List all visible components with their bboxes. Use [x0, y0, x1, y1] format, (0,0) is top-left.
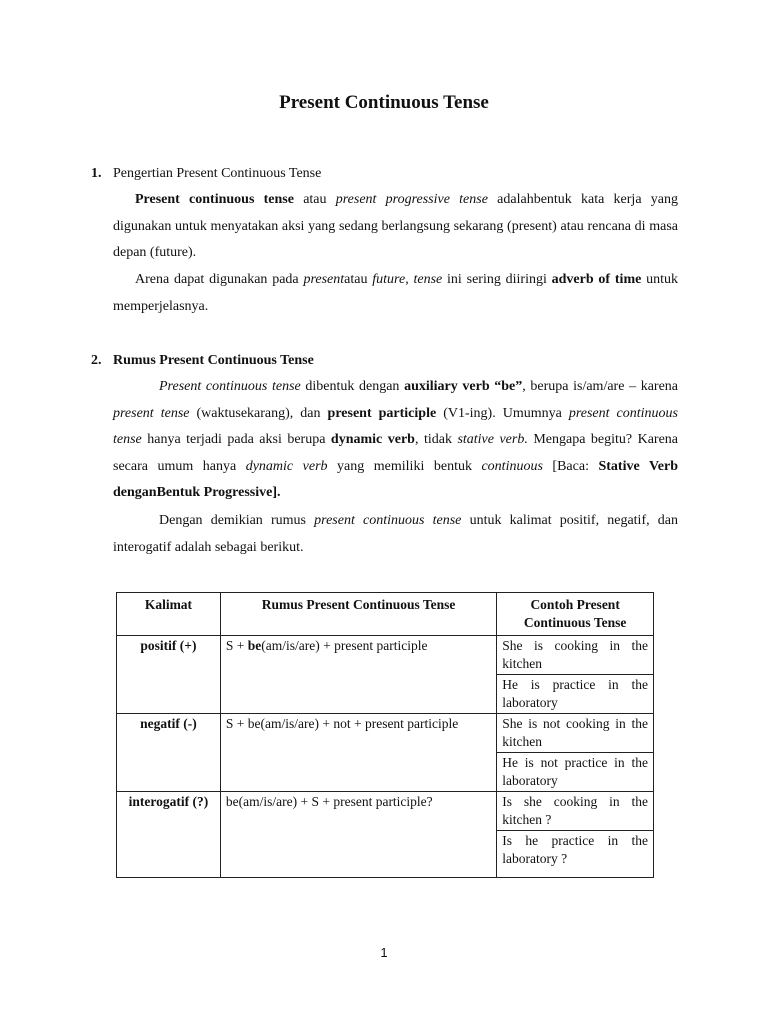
italic-term: present: [303, 272, 345, 287]
contoh-cell: He is practice in the laboratory: [497, 675, 654, 714]
contoh-cell: Is she cooking in the kitchen ?: [497, 792, 654, 831]
table-row: [117, 792, 654, 831]
text-run: ini sering diiringi: [442, 272, 552, 287]
table-row: [117, 714, 654, 753]
text-run: yang memiliki bentuk: [327, 458, 482, 474]
italic-term: dynamic verb: [245, 458, 328, 474]
italic-term: present tense: [113, 405, 190, 421]
contoh-cell: Is he practice in the laboratory ?: [497, 831, 654, 878]
section-1-paragraph-1: [113, 187, 678, 267]
italic-term: stative verb.: [457, 432, 528, 447]
kalimat-cell: interogatif (?): [117, 792, 221, 878]
rumus-cell: [220, 714, 496, 792]
section-1-heading: [91, 166, 321, 182]
header-kalimat: Kalimat: [117, 593, 221, 636]
text-run: , tidak: [414, 432, 458, 447]
text-run: (waktusekarang), dan: [189, 405, 328, 421]
section-2-title: Rumus Present Continuous Tense: [113, 353, 314, 368]
kalimat-cell: positif (+): [117, 636, 221, 714]
kalimat-cell: negatif (-): [117, 714, 221, 792]
text-run: (am/is/are) + present participle: [261, 638, 428, 653]
text-run: Dengan demikian rumus: [159, 513, 315, 528]
page-title: Present Continuous Tense: [279, 92, 489, 113]
header-contoh: Contoh Present Continuous Tense: [497, 593, 654, 636]
table-header-row: [117, 593, 654, 636]
text-run: Mengapa begitu? Karena secara umum hanya: [113, 432, 679, 474]
italic-term: present continuous tense: [314, 513, 462, 528]
text-run: Arena dapat digunakan pada: [135, 272, 304, 287]
contoh-cell: She is not cooking in the kitchen: [497, 714, 654, 753]
section-2-heading: [91, 353, 314, 369]
text-run: untuk kalimat positif, negatif, dan interogatif adalah sebagai berikut.: [113, 513, 678, 555]
bold-term: be: [247, 638, 262, 653]
section-1-title: Pengertian Present Continuous Tense: [113, 166, 322, 181]
italic-term: future: [372, 272, 406, 287]
bold-term: Stative Verb denganBentuk Progressive].: [113, 458, 678, 500]
text-run: dibentuk dengan: [300, 379, 405, 394]
text-run: adalahbentuk kata kerja yang digunakan untuk menyatakan aksi yang sedang berlangsung sekarang (present) atau rencana di masa depan (future).: [113, 192, 678, 260]
section-1-number: 1.: [91, 166, 102, 181]
bold-term: dynamic verb: [330, 432, 415, 447]
bold-term: auxiliary verb “be”: [404, 379, 523, 394]
text-run: S + be(am/is/are) + not + present participle: [225, 716, 459, 731]
text-run: atau: [344, 272, 373, 287]
text-run: ,: [405, 272, 414, 287]
section-2-paragraph-2: [113, 508, 678, 561]
text-run: be(am/is/are) + S + present participle?: [225, 794, 433, 809]
italic-term: tense: [413, 272, 443, 287]
bold-term: Present continuous tense: [135, 192, 294, 207]
bold-term: present participle: [327, 405, 437, 421]
text-run: atau: [293, 192, 336, 207]
text-run: [Baca:: [542, 458, 599, 474]
text-run: hanya terjadi pada aksi berupa: [141, 432, 331, 447]
text-run: untuk memperjelasnya.: [113, 272, 679, 314]
bold-term: adverb of time: [551, 272, 642, 287]
text-run: (V1-ing). Umumnya: [436, 405, 569, 421]
text-run: , berupa is/am/are – karena: [522, 379, 679, 394]
rumus-cell: [220, 792, 496, 878]
italic-term: present continuous tense: [113, 405, 678, 447]
section-1-paragraph-2: [113, 267, 678, 320]
table-row: [117, 636, 654, 675]
header-rumus: Rumus Present Continuous Tense: [220, 593, 496, 636]
italic-term: Present continuous tense: [159, 379, 301, 394]
italic-term: present progressive tense: [335, 192, 488, 207]
text-run: S +: [225, 638, 248, 653]
tense-formula-table: [116, 592, 654, 878]
section-2-paragraph-1: [113, 374, 678, 507]
section-2-number: 2.: [91, 353, 102, 368]
rumus-cell: [220, 636, 496, 714]
contoh-cell: She is cooking in the kitchen: [497, 636, 654, 675]
contoh-cell: He is not practice in the laboratory: [497, 753, 654, 792]
italic-term: continuous: [481, 458, 543, 474]
page-number: 1: [380, 945, 388, 960]
